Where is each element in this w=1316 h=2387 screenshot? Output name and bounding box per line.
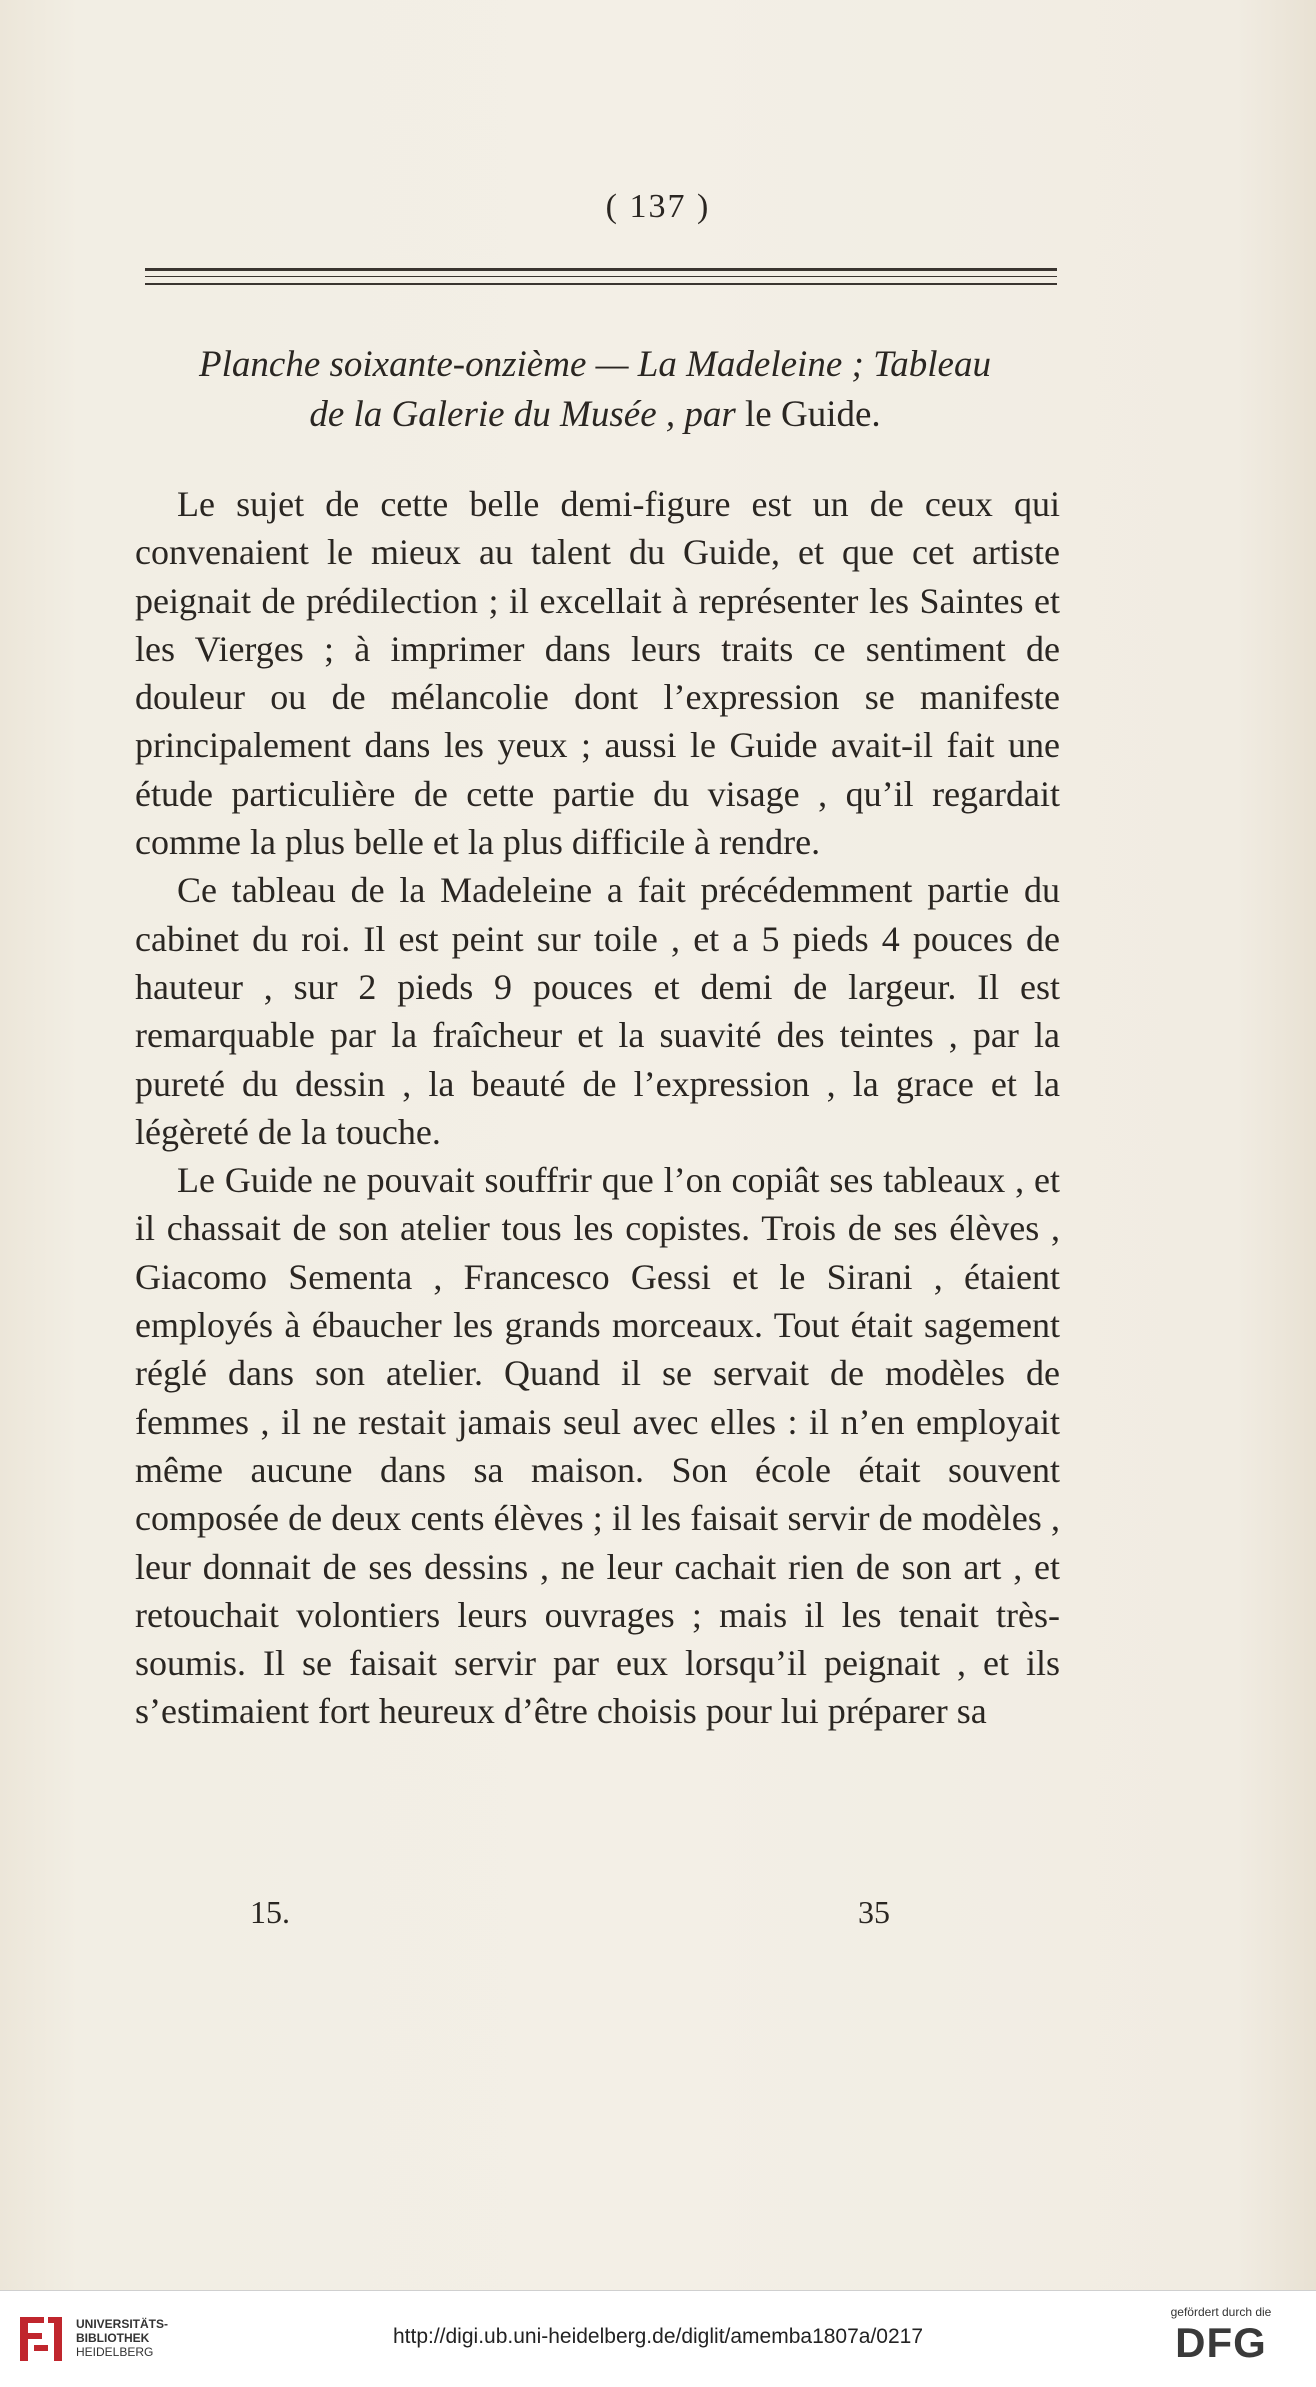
sponsor — [1146, 2305, 1296, 2367]
paragraph: Le sujet de cette belle demi-figure est un de ceux qui convenaient le mieux au talent du Guide, et que cet artiste peignait de prédilection ; il excellait à représenter les Saintes et les Vierges ; à imprimer dans leurs traits ce sentiment de douleur ou de mélancolie dont l’expression se manifeste principalement dans les yeux ; aussi le Guide avait-il fait une étude particulière de cette partie du visage , qu’il regardait comme la plus belle et la plus difficile à rendre. — [135, 484, 1060, 863]
plate-title — [120, 340, 1070, 440]
library-name: UNIVERSITÄTS- BIBLIOTHEK HEIDELBERG — [76, 2317, 169, 2359]
permalink-url[interactable]: http://digi.ub.uni-heidelberg.de/diglit/amemba1807a/0217 — [392, 2325, 924, 2348]
sponsor-label: gefördert durch die — [1170, 2305, 1272, 2319]
plate-title-line-2: de la Galerie du Musée , par — [309, 394, 736, 435]
header-rule — [145, 268, 1057, 271]
page-number: ( 137 ) — [605, 188, 711, 225]
signature-mark: 15. — [250, 1894, 290, 1930]
catchword-number: 35 — [858, 1894, 890, 1930]
header-rule — [145, 276, 1057, 277]
header-rule — [145, 283, 1057, 285]
plate-title-artist: le Guide. — [745, 394, 881, 435]
paragraph: Le Guide ne pouvait souffrir que l’on copiât ses tableaux , et il chassait de son atelier tous les copistes. Trois de ses élèves , Giacomo Sementa , Francesco Gessi et le Sirani , étaient employés à ébaucher les grands morceaux. Tout était sagement réglé dans son atelier. Quand il se servait de modèles de femmes , il ne restait jamais seul avec elles : il n’en employait même aucune dans sa maison. Son école était souvent composée de deux cents élèves ; il les faisait servir de modèles , leur donnait de ses dessins , ne leur cachait rien de son art , et retouchait volontiers leurs ouvrages ; mais il les tenait très-soumis. Il se faisait servir par eux lorsqu’il peignait , et ils s’estimaient fort heureux d’être choisis pour lui préparer sa — [135, 1160, 1060, 1732]
dfg-logo: DFG — [1175, 2319, 1267, 2366]
viewer-footer — [0, 2290, 1316, 2387]
body-text — [135, 480, 1060, 1736]
paragraph: Ce tableau de la Madeleine a fait précédemment partie du cabinet du roi. Il est peint sur toile , et a 5 pieds 4 pouces de hauteur , sur 2 pieds 9 pouces et demi de largeur. Il est remarquable par la fraîcheur et la suavité des teintes , par la pureté du dessin , la beauté de l’expression , la grace et la légèreté de la touche. — [135, 870, 1060, 1152]
plate-title-line-1: Planche soixante-onzième — La Madeleine ; Tableau — [199, 344, 991, 385]
